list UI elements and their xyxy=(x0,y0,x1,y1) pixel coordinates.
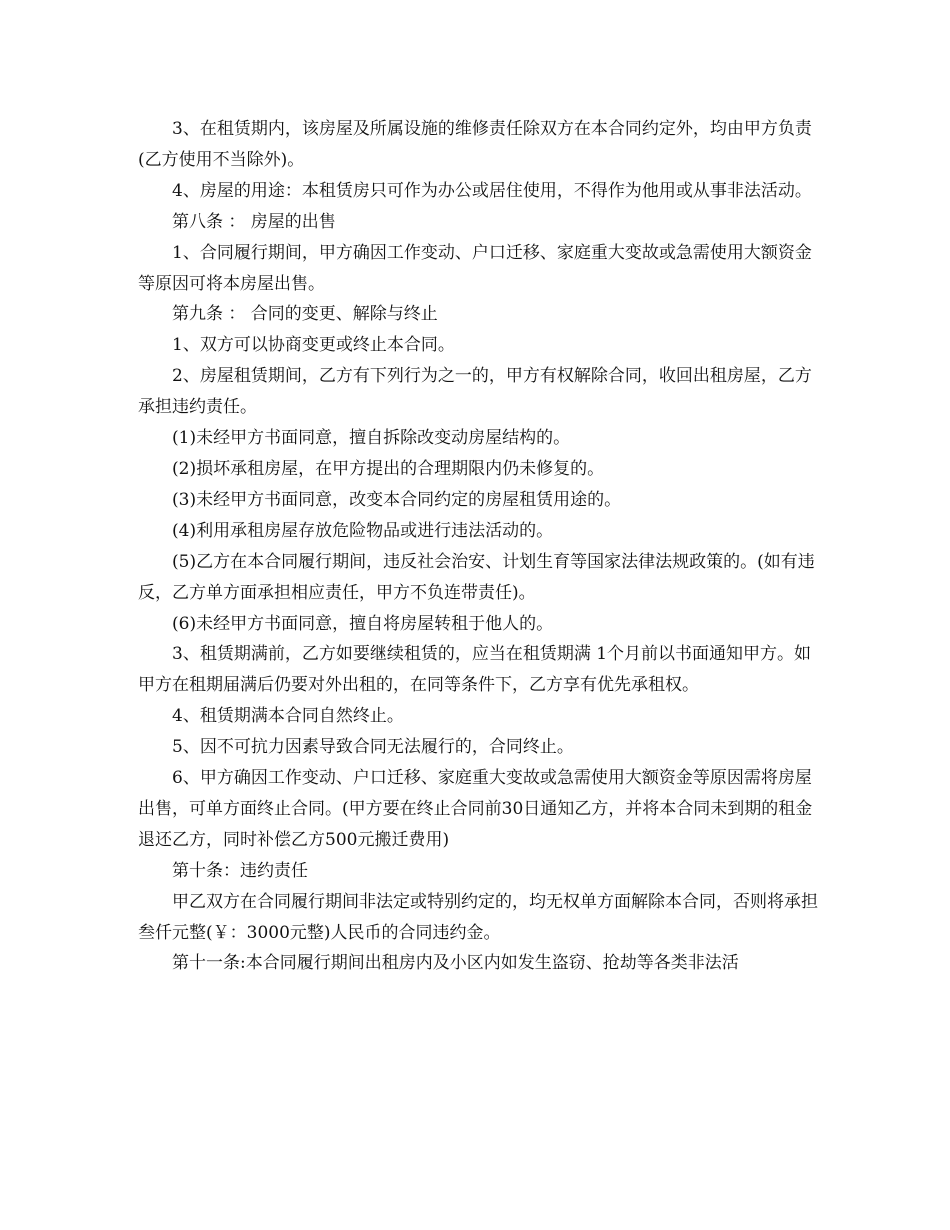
clause-9-3-paragraph: 3、租赁期满前，乙方如要继续租赁的，应当在租赁期满 1个月前以书面通知甲方。如甲方在租期届满后仍要对外出租的，在同等条件下，乙方享有优先承租权。 xyxy=(138,644,812,696)
clause-9-2-item-2: (2)损坏承租房屋，在甲方提出的合理期限内仍未修复的。 xyxy=(172,458,605,479)
clause-8-1-paragraph: 1、合同履行期间，甲方确因工作变动、户口迁移、家庭重大变故或急需使用大额资金等原因可将本房屋出售。 xyxy=(138,242,812,294)
clause-9-2-item-4: (4)利用承租房屋存放危险物品或进行违法活动的。 xyxy=(172,520,554,541)
clause-9-1-paragraph: 1、双方可以协商变更或终止本合同。 xyxy=(172,335,455,356)
clause-9-4-paragraph: 4、租赁期满本合同自然终止。 xyxy=(172,706,404,727)
article-10-heading: 第十条：违约责任 xyxy=(172,860,308,881)
clause-7-4-paragraph: 4、房屋的用途：本租赁房只可作为办公或居住使用，不得作为他用或从事非法活动。 xyxy=(172,180,812,201)
clause-7-3-paragraph: 3、在租赁期内，该房屋及所属设施的维修责任除双方在本合同约定外，均由甲方负责(乙方使用不当除外)。 xyxy=(138,119,812,170)
clause-9-5-paragraph: 5、因不可抗力因素导致合同无法履行的，合同终止。 xyxy=(172,737,574,758)
clause-9-2-item-6: (6)未经甲方书面同意，擅自将房屋转租于他人的。 xyxy=(172,613,554,634)
clause-9-2-paragraph: 2、房屋租赁期间，乙方有下列行为之一的，甲方有权解除合同，收回出租房屋，乙方承担违约责任。 xyxy=(138,366,812,418)
article-9-heading: 第九条 ： 合同的变更、解除与终止 xyxy=(172,304,438,325)
article-11-paragraph: 第十一条:本合同履行期间出租房内及小区内如发生盗窃、抢劫等各类非法活 xyxy=(172,953,739,974)
contract-text xyxy=(138,114,828,979)
clause-9-2-item-3: (3)未经甲方书面同意，改变本合同约定的房屋租赁用途的。 xyxy=(172,489,622,510)
clause-9-6-paragraph: 6、甲方确因工作变动、户口迁移、家庭重大变故或急需使用大额资金等原因需将房屋出售，可单方面终止合同。(甲方要在终止合同前30日通知乙方，并将本合同未到期的租金退还乙方，同时补偿乙方500元搬迁费用) xyxy=(138,768,813,850)
clause-9-2-item-5: (5)乙方在本合同履行期间，违反社会治安、计划生育等国家法律法规政策的。(如有违反，乙方单方面承担相应责任，甲方不负连带责任)。 xyxy=(138,551,815,603)
article-10-body: 甲乙双方在合同履行期间非法定或特别约定的，均无权单方面解除本合同，否则将承担叁仟元整(￥：3000元整)人民币的合同违约金。 xyxy=(138,891,818,943)
clause-9-2-item-1: (1)未经甲方书面同意，擅自拆除改变动房屋结构的。 xyxy=(172,428,571,449)
article-8-heading: 第八条 ： 房屋的出售 xyxy=(172,211,336,232)
